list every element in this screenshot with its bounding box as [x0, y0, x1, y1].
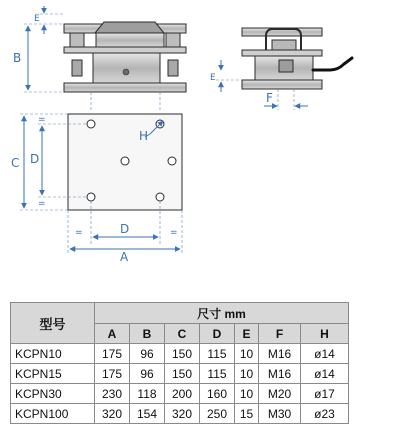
size-header: 尺寸 mm	[95, 303, 349, 324]
front-bottom-plate	[64, 83, 186, 92]
dim-e-label-front: E	[34, 14, 40, 24]
model-cell: KCPN30	[11, 384, 95, 404]
dim-d-horizontal-label: D	[120, 222, 130, 236]
front-upper-block	[95, 22, 164, 33]
front-load-cell	[93, 53, 160, 83]
table-cell: ø17	[301, 384, 349, 404]
table-cell: ø14	[301, 364, 349, 384]
table-row	[11, 384, 349, 404]
table-cell: 200	[165, 384, 200, 404]
table-cell: 10	[235, 384, 259, 404]
table-cell: M16	[259, 344, 301, 364]
side-cell-mount	[279, 60, 293, 72]
dim-e-label-side: E	[210, 73, 216, 83]
table-cell: M30	[259, 404, 301, 424]
side-view	[210, 28, 352, 110]
table-cell: 118	[130, 384, 165, 404]
table-cell: 96	[130, 344, 165, 364]
mount-hole-icon	[87, 120, 95, 128]
center-hole-icon	[121, 157, 129, 165]
front-upper-body	[96, 33, 164, 47]
table-cell: 115	[200, 344, 235, 364]
equal-mark-bottom: =	[38, 199, 46, 209]
table-cell: 230	[95, 384, 130, 404]
table-cell: 10	[235, 364, 259, 384]
side-bottom-plate	[242, 80, 322, 89]
col-header: C	[165, 324, 200, 344]
front-view	[13, 6, 186, 112]
front-middle-plate	[64, 47, 186, 53]
col-header: H	[301, 324, 349, 344]
model-cell: KCPN100	[11, 404, 95, 424]
table-cell: 10	[235, 344, 259, 364]
model-cell: KCPN10	[11, 344, 95, 364]
table-cell: 96	[130, 364, 165, 384]
table-cell: 175	[95, 344, 130, 364]
plan-view	[11, 114, 182, 264]
dim-b-label: B	[13, 51, 22, 65]
front-cell-screw-icon	[123, 69, 129, 75]
table-row	[11, 364, 349, 384]
table-cell: M16	[259, 364, 301, 384]
dim-a-label: A	[120, 250, 129, 264]
mount-hole-icon	[87, 193, 95, 201]
mount-hole-icon	[156, 193, 164, 201]
col-header: B	[130, 324, 165, 344]
col-header: F	[259, 324, 301, 344]
table-cell: 115	[200, 364, 235, 384]
table-row	[11, 404, 349, 424]
front-right-nut	[168, 60, 178, 76]
table-cell: 154	[130, 404, 165, 424]
table-cell: 15	[235, 404, 259, 424]
spec-table	[10, 302, 349, 424]
table-cell: 320	[95, 404, 130, 424]
table-cell: M20	[259, 384, 301, 404]
equal-mark-top: =	[38, 115, 46, 125]
dim-d-vertical-label: D	[30, 152, 40, 166]
table-cell: ø23	[301, 404, 349, 424]
side-middle-plate	[242, 50, 322, 56]
table-cell: ø14	[301, 344, 349, 364]
side-nut	[272, 40, 296, 50]
table-cell: 150	[165, 364, 200, 384]
side-hole-icon	[168, 157, 176, 165]
table-row	[11, 344, 349, 364]
dim-h-label: H	[139, 129, 149, 143]
col-header: E	[235, 324, 259, 344]
model-header: 型号	[11, 303, 95, 344]
front-left-nut	[72, 60, 82, 76]
equal-mark-right: =	[170, 228, 178, 238]
dim-c-label: C	[11, 156, 20, 170]
model-cell: KCPN15	[11, 364, 95, 384]
table-cell: 150	[165, 344, 200, 364]
col-header: D	[200, 324, 235, 344]
col-header: A	[95, 324, 130, 344]
cable-icon	[313, 58, 352, 70]
dim-f-label: F	[266, 91, 273, 105]
table-cell: 175	[95, 364, 130, 384]
equal-mark-left: =	[75, 228, 83, 238]
table-cell: 250	[200, 404, 235, 424]
table-cell: 160	[200, 384, 235, 404]
table-cell: 320	[165, 404, 200, 424]
